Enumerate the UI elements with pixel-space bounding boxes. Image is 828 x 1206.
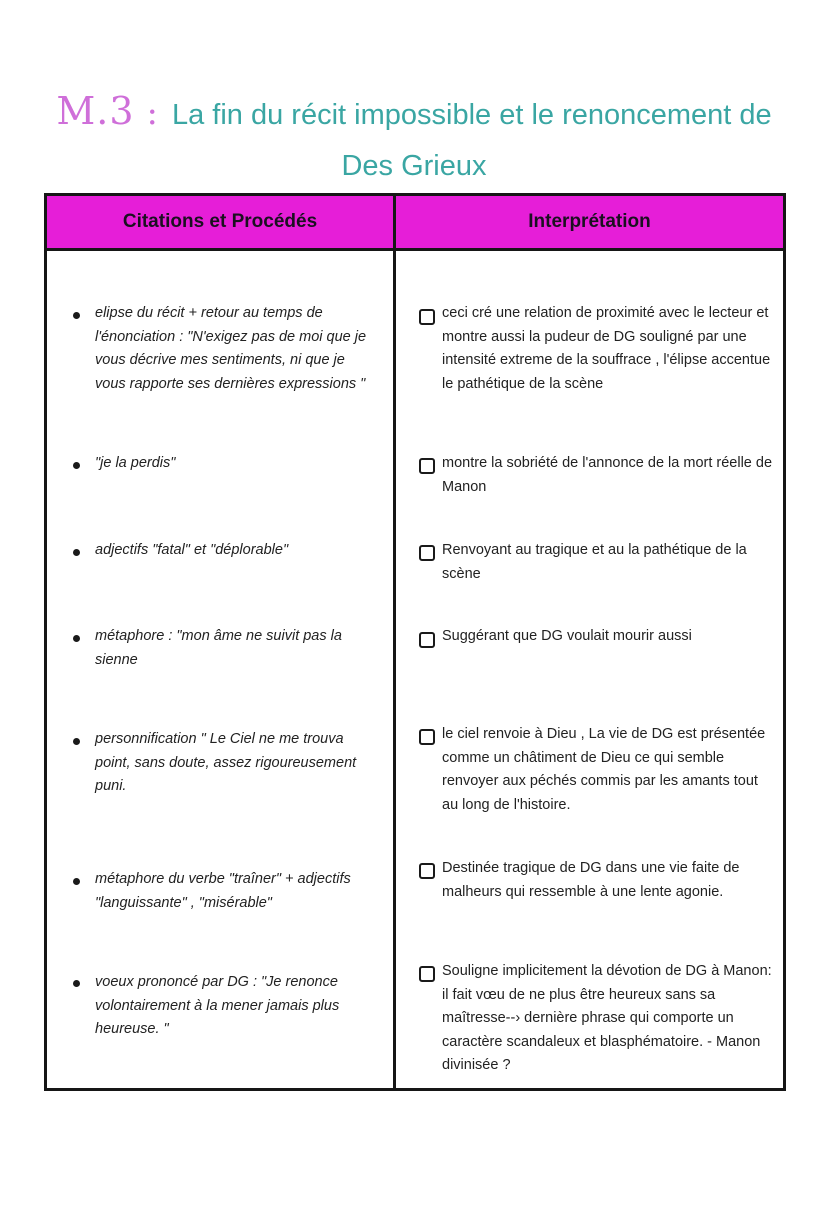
title-code: M.3 bbox=[56, 89, 135, 133]
citation-text: elipse du récit + retour au temps de l'énonciation : "N'exigez pas de moi que je vous décrive mes sentiments, ni que je vous rapporte ses dernières expressions " bbox=[95, 305, 367, 392]
citation-text: métaphore du verbe "traîner" + adjectifs "languissante" , "misérable" bbox=[95, 871, 351, 911]
checkbox[interactable] bbox=[419, 863, 435, 879]
title-line-1 bbox=[0, 88, 828, 143]
citation-text: personnification " Le Ciel ne me trouva point, sans doute, assez rigoureusement puni. bbox=[95, 731, 357, 794]
header-interpretation: Interprétation bbox=[396, 196, 783, 248]
interpretation-text: Destinée tragique de DG dans une vie faite de malheurs qui ressemble à une lente agonie. bbox=[442, 860, 740, 900]
interpretation-text: Souligne implicitement la dévotion de DG à Manon: il fait vœu de ne plus être heureux sans sa maîtresse--› dernière phrase qui comporte un caractère scandaleux et blasphématoire. - Manon divinisée ? bbox=[442, 963, 772, 1073]
checkbox[interactable] bbox=[419, 458, 435, 474]
bullet-icon bbox=[73, 980, 80, 987]
interpretation-text: le ciel renvoie à Dieu , La vie de DG est présentée comme un châtiment de Dieu ce qui semble renvoyer aux péchés commis par les amants tout au long de l'histoire. bbox=[442, 726, 766, 813]
page-title bbox=[0, 88, 828, 189]
bullet-icon bbox=[73, 878, 80, 885]
title-text-line-1: La fin du récit impossible et le renoncement de bbox=[171, 99, 772, 131]
checkbox[interactable] bbox=[419, 729, 435, 745]
interpretation-text: montre la sobriété de l'annonce de la mort réelle de Manon bbox=[442, 455, 773, 495]
citation-text: adjectifs "fatal" et "déplorable" bbox=[95, 542, 289, 558]
checkbox[interactable] bbox=[419, 632, 435, 648]
header-divider bbox=[47, 248, 783, 251]
analysis-table bbox=[44, 193, 786, 1091]
bullet-icon bbox=[73, 312, 80, 319]
bullet-icon bbox=[73, 462, 80, 469]
checkbox[interactable] bbox=[419, 309, 435, 325]
bullet-icon bbox=[73, 738, 80, 745]
interpretation-text: ceci cré une relation de proximité avec le lecteur et montre aussi la pudeur de DG souligné par une intensité extreme de la souffrace , l'élipse accentue le pathétique de la scène bbox=[442, 305, 771, 392]
column-divider bbox=[393, 196, 396, 1088]
interpretation-text: Suggérant que DG voulait mourir aussi bbox=[442, 628, 692, 644]
citation-text: "je la perdis" bbox=[95, 455, 176, 471]
checkbox[interactable] bbox=[419, 966, 435, 982]
interpretation-text: Renvoyant au tragique et au la pathétique de la scène bbox=[442, 542, 747, 582]
bullet-icon bbox=[73, 635, 80, 642]
title-separator: : bbox=[146, 93, 158, 133]
citation-text: voeux prononcé par DG : "Je renonce volontairement à la mener jamais plus heureuse. " bbox=[95, 974, 340, 1037]
citation-text: métaphore : "mon âme ne suivit pas la sienne bbox=[95, 628, 342, 668]
checkbox[interactable] bbox=[419, 545, 435, 561]
header-citations: Citations et Procédés bbox=[47, 196, 393, 248]
bullet-icon bbox=[73, 549, 80, 556]
title-text-line-2: Des Grieux bbox=[341, 150, 487, 182]
